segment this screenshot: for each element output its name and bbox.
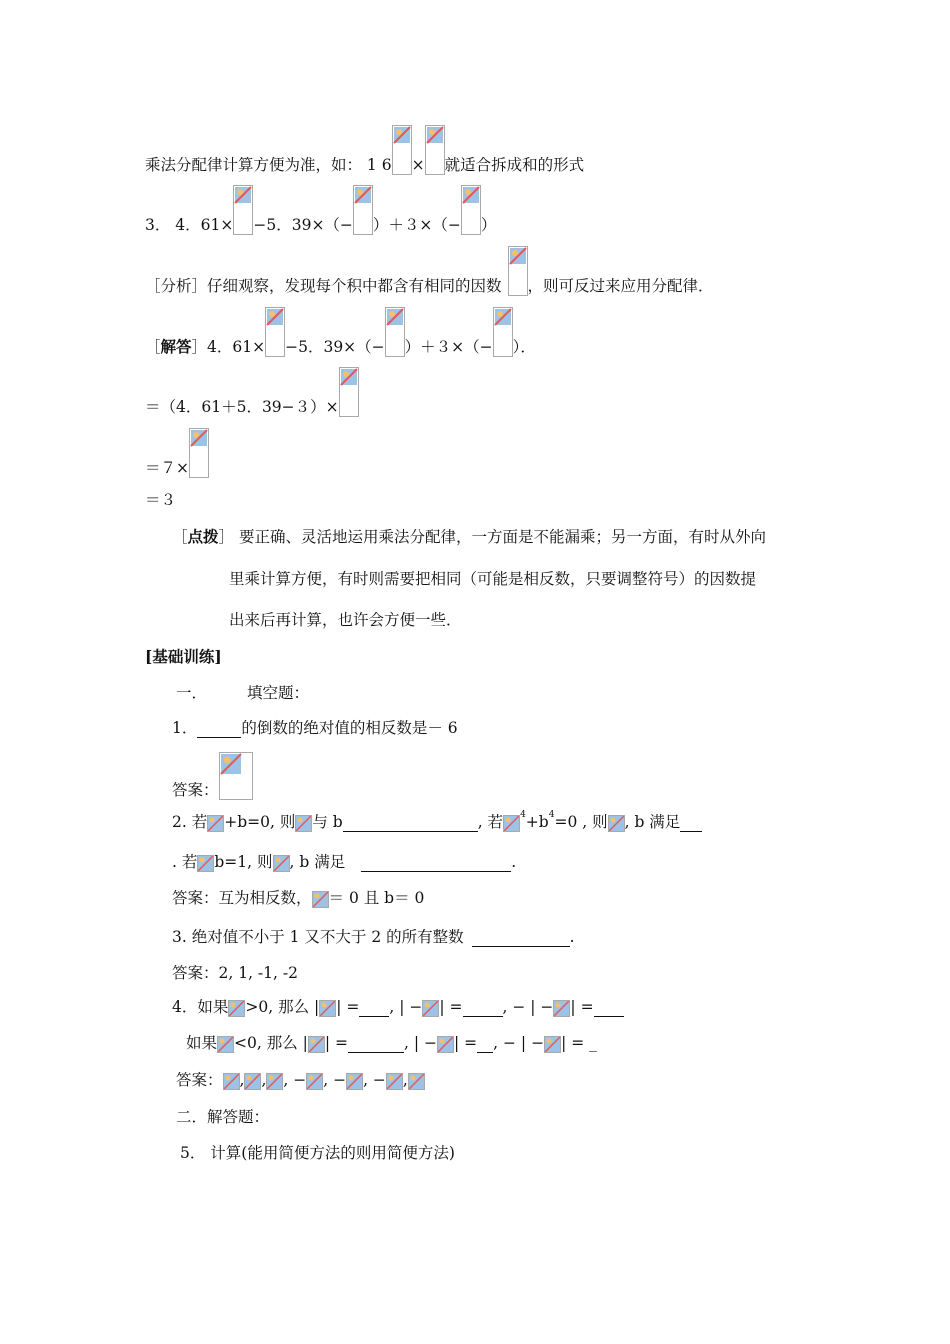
line-analysis: ［分析］仔细观察，发现每个积中都含有相同的因数 ，则可反过来应用分配律．	[145, 246, 714, 296]
answer-blank[interactable]	[477, 1036, 493, 1053]
line-answer-4: 答案： , , , − , − , − ,	[176, 1070, 425, 1090]
broken-image-icon	[493, 307, 513, 357]
broken-image-icon	[217, 1036, 234, 1053]
line-answer-2: 答案：互为相反数， ＝ 0 且 b＝ 0	[172, 889, 425, 907]
broken-image-icon	[233, 185, 253, 235]
section-heading-basic-training: [基础训练]	[145, 647, 222, 666]
broken-image-icon	[306, 1073, 323, 1090]
line-step-1: ＝（4．61＋5．39−３）×	[145, 367, 359, 417]
answer-blank[interactable]	[343, 815, 478, 832]
line-hint-cont-2: 出来后再计算，也许会方便一些．	[229, 611, 462, 629]
answer-blank[interactable]	[463, 1000, 503, 1017]
broken-image-icon	[461, 185, 481, 235]
broken-image-icon	[608, 815, 625, 832]
line-question-5: 5． 计算(能用简便方法的则用简便方法)	[180, 1144, 455, 1162]
broken-image-icon	[189, 428, 209, 478]
line-problem-3: 3． 4．61× −5．39×（− ）＋３×（− ）	[145, 185, 496, 235]
broken-image-icon	[508, 246, 528, 296]
broken-image-icon	[273, 855, 290, 872]
line-question-2-cont: . 若 b=1, 则 , b 满足 .	[172, 853, 517, 871]
broken-image-icon	[553, 1000, 570, 1017]
broken-image-icon	[544, 1036, 561, 1053]
answer-blank[interactable]	[361, 855, 511, 872]
broken-image-icon	[386, 1073, 403, 1090]
broken-image-icon	[319, 1000, 336, 1017]
broken-image-icon	[339, 367, 359, 417]
broken-image-icon	[346, 1073, 363, 1090]
line-answer-1: 答案：	[172, 752, 253, 800]
broken-image-icon	[207, 815, 224, 832]
line-solution: ［ 解答 ］4．61× −5．39×（− ）＋３×（− ）．	[145, 307, 536, 357]
broken-image-icon	[437, 1036, 454, 1053]
broken-image-icon	[353, 185, 373, 235]
line-step-3: ＝３	[145, 491, 177, 509]
line-hint-cont-1: 里乘计算方便，有时则需要把相同（可能是相反数，只要调整符号）的因数提	[229, 570, 757, 588]
answer-blank[interactable]	[594, 1000, 624, 1017]
answer-blank[interactable]	[197, 721, 241, 738]
broken-image-icon	[408, 1073, 425, 1090]
broken-image-icon	[223, 1073, 240, 1090]
line-solve-title: 二．解答题：	[176, 1108, 270, 1126]
line-question-2: 2. 若 +b=0, 则 与 b , 若 4 +b 4 =0 , 则 , b 满足	[172, 812, 702, 832]
broken-image-icon	[265, 307, 285, 357]
line-step-2: ＝７×	[145, 428, 209, 478]
line-question-1: 1． 的倒数的绝对值的相反数是－ 6	[172, 719, 458, 737]
line-answer-3: 答案：2, 1, -1, -2	[172, 964, 298, 982]
broken-image-icon	[385, 307, 405, 357]
answer-blank[interactable]	[359, 1000, 389, 1017]
broken-image-icon	[312, 891, 329, 908]
line-hint: ［ 点拨 ］ 要正确、灵活地运用乘法分配律，一方面是不能漏乘；另一方面，有时从外向	[172, 527, 766, 546]
line-example: 乘法分配律计算方便为准，如： 1 6 × 就适合拆成和的形式	[145, 125, 584, 175]
broken-image-icon	[422, 1000, 439, 1017]
broken-image-icon	[244, 1073, 261, 1090]
broken-image-icon	[308, 1036, 325, 1053]
answer-blank[interactable]	[472, 930, 570, 947]
broken-image-icon	[228, 1000, 245, 1017]
broken-image-icon	[425, 125, 445, 175]
line-question-4b: 如果 <0, 那么 | | = , | − | = , − | − | = _	[186, 1034, 597, 1052]
line-question-4a: 4．如果 >0, 那么 | | = , | − | = , − | − | =	[172, 997, 624, 1017]
broken-image-icon	[392, 125, 412, 175]
broken-image-icon	[219, 752, 253, 800]
answer-blank[interactable]	[680, 815, 702, 832]
line-fill-blank-title: 一． 填空题：	[176, 684, 310, 702]
broken-image-icon	[295, 815, 312, 832]
broken-image-icon	[503, 815, 520, 832]
answer-blank[interactable]	[348, 1036, 404, 1053]
broken-image-icon	[197, 855, 214, 872]
broken-image-icon	[266, 1073, 283, 1090]
line-question-3: 3. 绝对值不小于 1 又不大于 2 的所有整数 .	[172, 928, 575, 946]
